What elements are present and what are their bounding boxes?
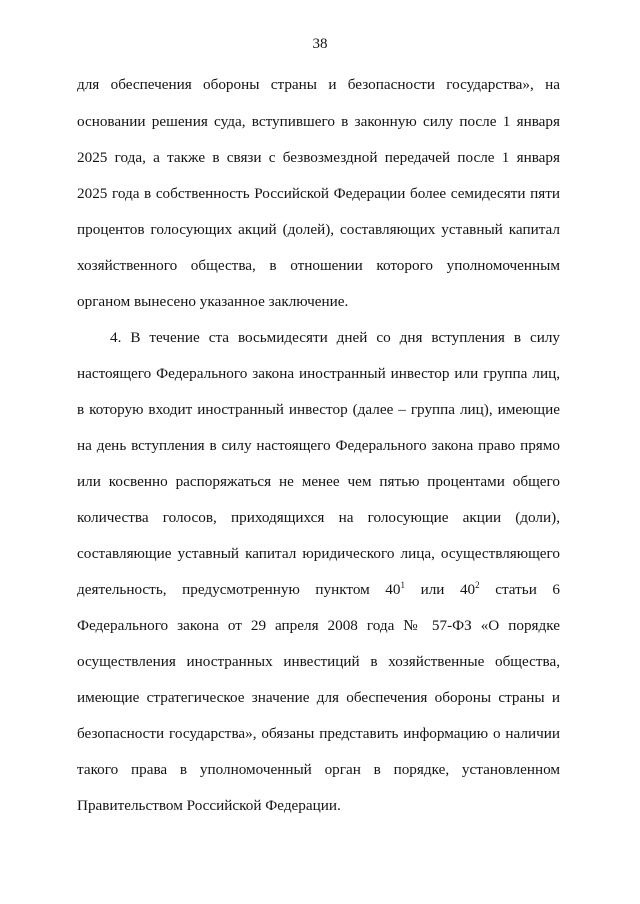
text-line: Правительством Российской Федерации. — [77, 797, 341, 814]
text-line: такого права в уполномоченный орган в порядке, установленном — [77, 761, 560, 778]
text-line: 2025 года в собственность Российской Федерации более семидесяти пяти — [77, 185, 560, 202]
line-segment: деятельность, предусмотренную пунктом 40 — [77, 581, 401, 598]
line-segment: статьи 6 — [479, 581, 560, 598]
text-line: для обеспечения обороны страны и безопасности государства», на — [77, 76, 560, 93]
text-line: 2025 года, а также в связи с безвозмездной передачей после 1 января — [77, 149, 560, 166]
text-line: в которую входит иностранный инвестор (далее – группа лиц), имеющие — [77, 401, 560, 418]
text-line: настоящего Федерального закона иностранный инвестор или группа лиц, — [77, 365, 560, 382]
text-line: основании решения суда, вступившего в законную силу после 1 января — [77, 113, 560, 130]
text-line: или косвенно распоряжаться не менее чем пятью процентами общего — [77, 473, 560, 490]
text-line: количества голосов, приходящихся на голосующие акции (доли), — [77, 509, 560, 526]
text-line: составляющие уставный капитал юридического лица, осуществляющего — [77, 545, 560, 562]
text-line: имеющие стратегическое значение для обеспечения обороны страны и — [77, 689, 560, 706]
text-line: на день вступления в силу настоящего Федерального закона право прямо — [77, 437, 560, 454]
text-line: Федерального закона от 29 апреля 2008 года № 57-ФЗ «О порядке — [77, 617, 560, 634]
text-line: 4. В течение ста восьмидесяти дней со дня вступления в силу — [110, 329, 560, 346]
text-line: хозяйственного общества, в отношении которого уполномоченным — [77, 257, 560, 274]
superscript: 2 — [475, 580, 480, 590]
text-line: процентов голосующих акций (долей), составляющих уставный капитал — [77, 221, 560, 238]
text-line: органом вынесено указанное заключение. — [77, 293, 349, 310]
page-number: 38 — [312, 36, 328, 52]
superscript: 1 — [400, 580, 405, 590]
text-line-with-superscripts — [77, 580, 560, 600]
text-line: осуществления иностранных инвестиций в хозяйственные общества, — [77, 653, 560, 670]
line-segment: или 40 — [405, 581, 476, 598]
text-line: безопасности государства», обязаны представить информацию о наличии — [77, 725, 560, 742]
